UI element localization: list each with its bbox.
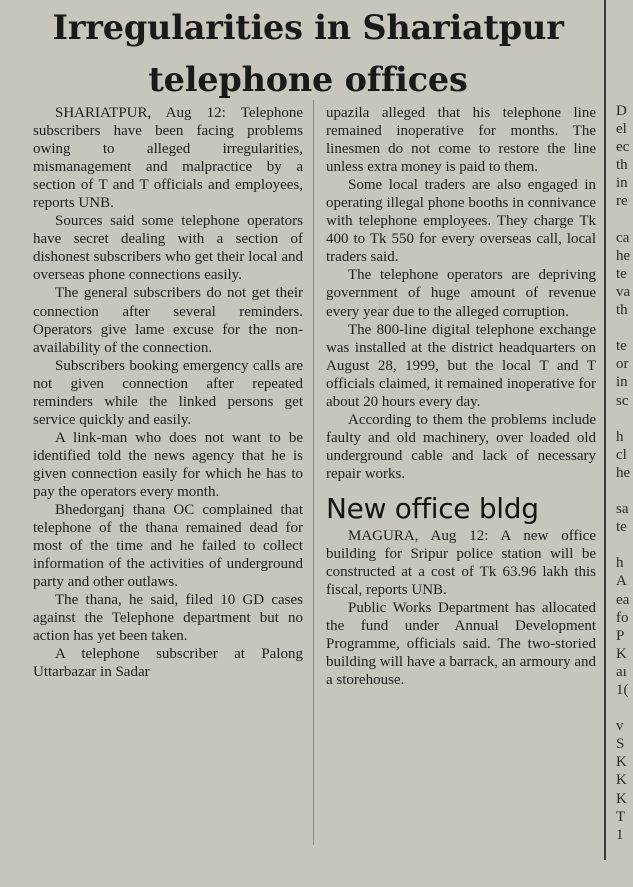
column-divider [313, 100, 314, 845]
cropped-text-fragment: sc [616, 392, 629, 409]
article-paragraph-continued: Some local traders are also engaged in operating illegal phone booths in connivance with telephone employees. They charge Tk 400 to Tk 550 for every overseas call, local traders said. [326, 177, 596, 266]
cropped-text-fragment: P [616, 627, 625, 644]
article-paragraph: The telephone operators are depriving government of huge amount of revenue every year due to the alleged corruption. [326, 267, 596, 320]
cropped-text-fragment [616, 410, 633, 428]
cropped-text-fragment: cl [616, 446, 627, 463]
cropped-text-fragment [616, 536, 633, 554]
cropped-text-fragment: K [616, 645, 627, 662]
cropped-text-fragment: or [616, 356, 629, 373]
cropped-text-fragment: he [616, 247, 631, 264]
article-paragraph: The general subscribers do not get their connection after several reminders. Operators give lame excuse for the non-availability of the connection. [33, 285, 303, 356]
cropped-text-fragment: K [616, 772, 627, 789]
cropped-text-fragment: ec [616, 139, 630, 156]
cropped-text-fragment: in [616, 374, 628, 391]
cropped-text-fragment [616, 211, 633, 229]
cropped-text-fragment: A [616, 573, 627, 590]
article-paragraph: A telephone subscriber at Palong Uttarbazar in Sadar [33, 646, 303, 681]
article-column-2 [326, 104, 596, 689]
cropped-text-fragment: te [616, 338, 627, 355]
cropped-text-fragment [616, 482, 633, 500]
cropped-text-fragment: el [616, 121, 627, 138]
cropped-text-fragment: K [616, 790, 627, 807]
cropped-text-fragment: aı [616, 663, 627, 680]
cropped-text-fragment: 1( [616, 682, 629, 698]
article-paragraph: MAGURA, Aug 12: A new office building for Sripur police station will be constructed at a cost of Tk 63.96 lakh this fiscal, reports UNB. [326, 527, 596, 599]
cropped-text-fragment: T [616, 808, 626, 825]
article-paragraph: According to them the problems include faulty and old machinery, over loaded old underground cable and lack of necessary repair works. [326, 411, 596, 482]
cropped-text-fragment: te [616, 519, 627, 536]
article-paragraph: Public Works Department has allocated the fund under Annual Development Programme, officials said. The two-storied building will have a barrack, an armoury and a storehouse. [326, 600, 596, 689]
cropped-text-fragment: v [616, 718, 624, 735]
cropped-text-fragment: he [616, 464, 631, 481]
article-paragraph: SHARIATPUR, Aug 12: Telephone subscribers have been facing problems owing to alleged irregularities, mismanagement and malpractice by a section of T and T officials and employees, reports UNB. [33, 105, 303, 212]
cropped-text-fragment: D [616, 103, 627, 119]
sub-headline: New office bldg [326, 491, 539, 525]
cropped-text-fragment: in [616, 175, 628, 192]
cropped-text-fragment [616, 319, 633, 337]
cropped-text-fragment: th [616, 157, 628, 174]
article-paragraph: A link-man who does not want to be identified told the news agency that he is given connection easily for which he has to pay the operators every month. [33, 429, 303, 500]
cropped-text-fragment: 1 [616, 826, 624, 843]
cropped-text-fragment: va [616, 283, 631, 300]
cropped-text-fragment: sa [616, 501, 629, 518]
article-paragraph: Subscribers booking emergency calls are not given connection after repeated reminders while the linked persons get service quickly and easily. [33, 357, 303, 428]
article-paragraph: The thana, he said, filed 10 GD cases against the Telephone department but no action has yet been taken. [33, 592, 303, 645]
article-paragraph-continued: upazila alleged that his telephone line remained inoperative for months. The linesmen do not come to restore the line unless extra money is paid to them. [326, 105, 596, 176]
article-paragraph: Bhedorganj thana OC complained that telephone of the thana remained dead for most of the time and he failed to collect information of the activities of underground party and other outlaws. [33, 502, 303, 591]
cropped-text-fragment: th [616, 302, 628, 319]
headline: Irregularities in Shariatpur telephone offices [52, 8, 564, 99]
cropped-text-fragment: h [616, 428, 624, 445]
cropped-text-fragment: S [616, 736, 625, 753]
cropped-text-fragment: te [616, 265, 627, 282]
cropped-text-fragment: ea [616, 591, 630, 608]
column-divider-right [604, 0, 606, 860]
cropped-text-fragment: re [616, 193, 628, 210]
article-column-1 [33, 104, 303, 682]
article-paragraph: The 800-line digital telephone exchange was installed at the district headquarters on August 28, 1999, but the local T and T officials claimed, it remained inoperative for about 20 hours every day. [326, 321, 596, 410]
cropped-column-3 [616, 102, 633, 844]
article-paragraph: Sources said some telephone operators have secret dealing with a section of dishonest subscribers who get their local and overseas phone connections easily. [33, 213, 303, 284]
cropped-text-fragment [616, 699, 633, 717]
cropped-text-fragment: ca [616, 229, 630, 246]
cropped-text-fragment: K [616, 754, 627, 771]
cropped-text-fragment: fo [616, 609, 629, 626]
cropped-text-fragment: h [616, 555, 624, 572]
